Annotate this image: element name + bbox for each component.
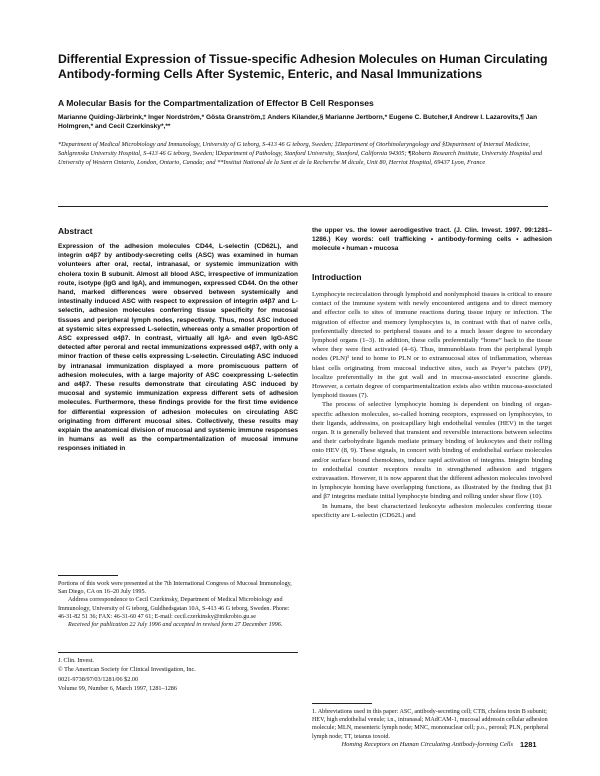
journal-name: J. Clin. Invest. xyxy=(58,657,94,664)
introduction-heading: Introduction xyxy=(312,272,362,282)
footnotes-left xyxy=(58,580,298,629)
footnote-divider xyxy=(58,575,118,576)
abbreviations-footnote: 1. Abbreviations used in this paper: ASC, antibody-secreting cell; CTB, cholera toxin B subunit; HEV, high endothelial venule; i.n., intranasal; MAdCAM-1, mucosal addressin cellular adhesion molecule; MLN, mesenteric lymph node; MNC, mononuclear cell; p.o., peroral; PLN, peripheral lymph node; TT, tetanus toxoid. xyxy=(312,709,549,740)
article-subtitle: A Molecular Basis for the Compartmentalization of Effector B Cell Responses xyxy=(58,98,374,108)
page-number: 1281 xyxy=(520,740,537,749)
copyright-line: © The American Society for Clinical Investigation, Inc. xyxy=(58,666,196,674)
running-title: Homing Receptors on Human Circulating Antibody-forming Cells xyxy=(341,741,513,748)
intro-paragraph: Lymphocyte recirculation through lymphoid and nonlymphoid tissues is critical to ensure contact of the immune system with newly encountered antigens and to direct memory and effector cells to sites of immune reactions during tissue injury or infection. The migration of effector and memory lymphocytes is, in contrast with that of naive cells, preferentially directed to peripheral tissues and to a much lesser degree to secondary lymphoid organs (1–3). In addition, these cells preferentially “home” back to the tissue where they were first activated (4–6). Thus, immunoblasts from the peripheral lymph nodes (PLN)¹ tend to home to PLN or to extramucosal sites of inflammation, whereas blast cells originating from mucosal inductive sites, such as Peyer’s patches (PP), localize preferentially in the gut wall and in mucosa-associated exocrine glands. However, a certain degree of compartmentalization exists also within mucosa-associated lymphoid tissues (7). xyxy=(312,291,552,400)
affiliations: *Department of Medical Microbiology and Immunology, University of G teborg, S-413 46 G teborg, Sweden; ‡Department of Otorhinolaryngology and §Department of Internal Medicine, Sahlgrenska University Hospital, S-413 46 G teborg, Sweden; ‖Department of Pathology, Stanford University, Stanford, California 94305; ¶Robarts Research Institute, University Hospital and University of Western Ontario, London, Ontario, Canada; and **Institut National de la Sant et de la Recherche M dicale, Unit 80, Herriot Hospital, 69437 Lyon, France xyxy=(58,141,542,167)
author-list: Marianne Quiding-Järbrink,* Inger Nordström,* Gösta Granström,‡ Anders Kilander,§ Marianne Jertborn,* Eugene C. Butcher,‖ Andrew I. Lazarovits,¶ Jan Holmgren,* and Cecil Czerkinsky*,** xyxy=(58,114,538,130)
citation-divider xyxy=(58,652,298,653)
intro-paragraph: The process of selective lymphocyte homing is dependent on binding of organ-specific adhesion molecules, so-called homing receptors, expressed on lymphocytes, to their ligands, addressins, on postcapillary high endothelial venules (HEV) in the target organ. It is generally believed that transient and reversible interactions between selectins and their carbohydrate ligands mediate primary binding of leukocytes and their rolling onto HEV (8, 9). These signals, in concert with binding of endothelial surface molecules and/or surface bound chemokines, induce rapid activation of integrins. Integrin binding to endothelial counter receptors results in strengthened adhesion and triggers extravasation. However, it is now apparent that the different adhesion molecules involved in lymphocyte homing have overlapping functions, as illustrated by the finding that β1 and β7 integrins mediate initial lymphocyte binding and rolling under shear flow (10). xyxy=(312,401,552,501)
abstract-text: Expression of the adhesion molecules CD44, L-selectin (CD62L), and integrin α4β7 by antibody-secreting cells (ASC) was examined in human volunteers after oral, rectal, intranasal, or systemic immunization with cholera toxin B subunit. Almost all blood ASC, irrespective of immunization route, isotype (IgG and IgA), and immunogen, expressed CD44. On the other hand, marked differences were observed between systemically and intestinally induced ASC with respect to expression of integrin α4β7 and L-selectin, adhesion molecules conferring tissue specificity for mucosal tissues and peripheral lymph nodes, respectively. Thus, most ASC induced at systemic sites expressed L-selectin, whereas only a smaller proportion of ASC expressed α4β7. In contrast, virtually all IgA- and even IgG-ASC detected after peroral and rectal immunizations expressed α4β7, with only a minor fraction of these cells expressing L-selectin. Circulating ASC induced by intranasal immunization displayed a more promiscuous pattern of adhesion molecules, with a large majority of ASC coexpressing L-selectin and α4β7. These results demonstrate that circulating ASC induced by mucosal and systemic immunization express different sets of adhesion molecules. Furthermore, these findings provide for the first time evidence for differential expression of adhesion molecules on circulating ASC originating from different mucosal sites. Collectively, these results may explain the anatomical division of mucosal and systemic immune responses in humans as well as the compartmentalization of mucosal immune responses initiated in xyxy=(58,243,298,453)
abstract-continuation-block xyxy=(312,226,552,254)
header-divider xyxy=(58,206,548,207)
correspondence-note: Address correspondence to Cecil Czerkinsky, Department of Medical Microbiology and Immunology, University of G teborg, Guldhedsgatan 10A, S-413 46 G teborg, Sweden. Phone: 46-31-82 51 36; FAX: 46-31-60 47 61; E-mail: cecil.czerkinsky@mikrobio.gu.se xyxy=(58,597,290,620)
volume-line: Volume 99, Number 6, March 1997, 1281–1286 xyxy=(58,685,177,693)
presentation-note: Portions of this work were presented at the 7th International Congress of Mucosal Immunology, San Diego, CA on 16–20 July 1995. xyxy=(58,581,292,596)
abstract-body xyxy=(58,242,298,454)
abbreviations-divider xyxy=(312,703,372,704)
citation-block xyxy=(58,656,298,694)
abstract-heading: Abstract xyxy=(58,226,93,236)
intro-paragraph: In humans, the best characterized leukocyte adhesion molecules conferring tissue specificity are L-selectin (CD62L) and xyxy=(312,502,552,519)
issn-line: 0021-9738/97/03/1281/06 $2.00 xyxy=(58,675,139,683)
abstract-continuation: the upper vs. the lower aerodigestive tract. (J. Clin. Invest. 1997. 99:1281–1286.) Key words: cell trafficking • antibody-forming cells • adhesion molecule • human • mucosa xyxy=(312,227,552,253)
received-note: Received for publication 22 July 1996 and accepted in revised form 27 December 1996. xyxy=(68,622,283,629)
introduction-body xyxy=(312,290,552,520)
article-title: Differential Expression of Tissue-specific Adhesion Molecules on Human Circulating Antibody-forming Cells After Systemic, Enteric, and Nasal Immunizations xyxy=(58,52,548,81)
